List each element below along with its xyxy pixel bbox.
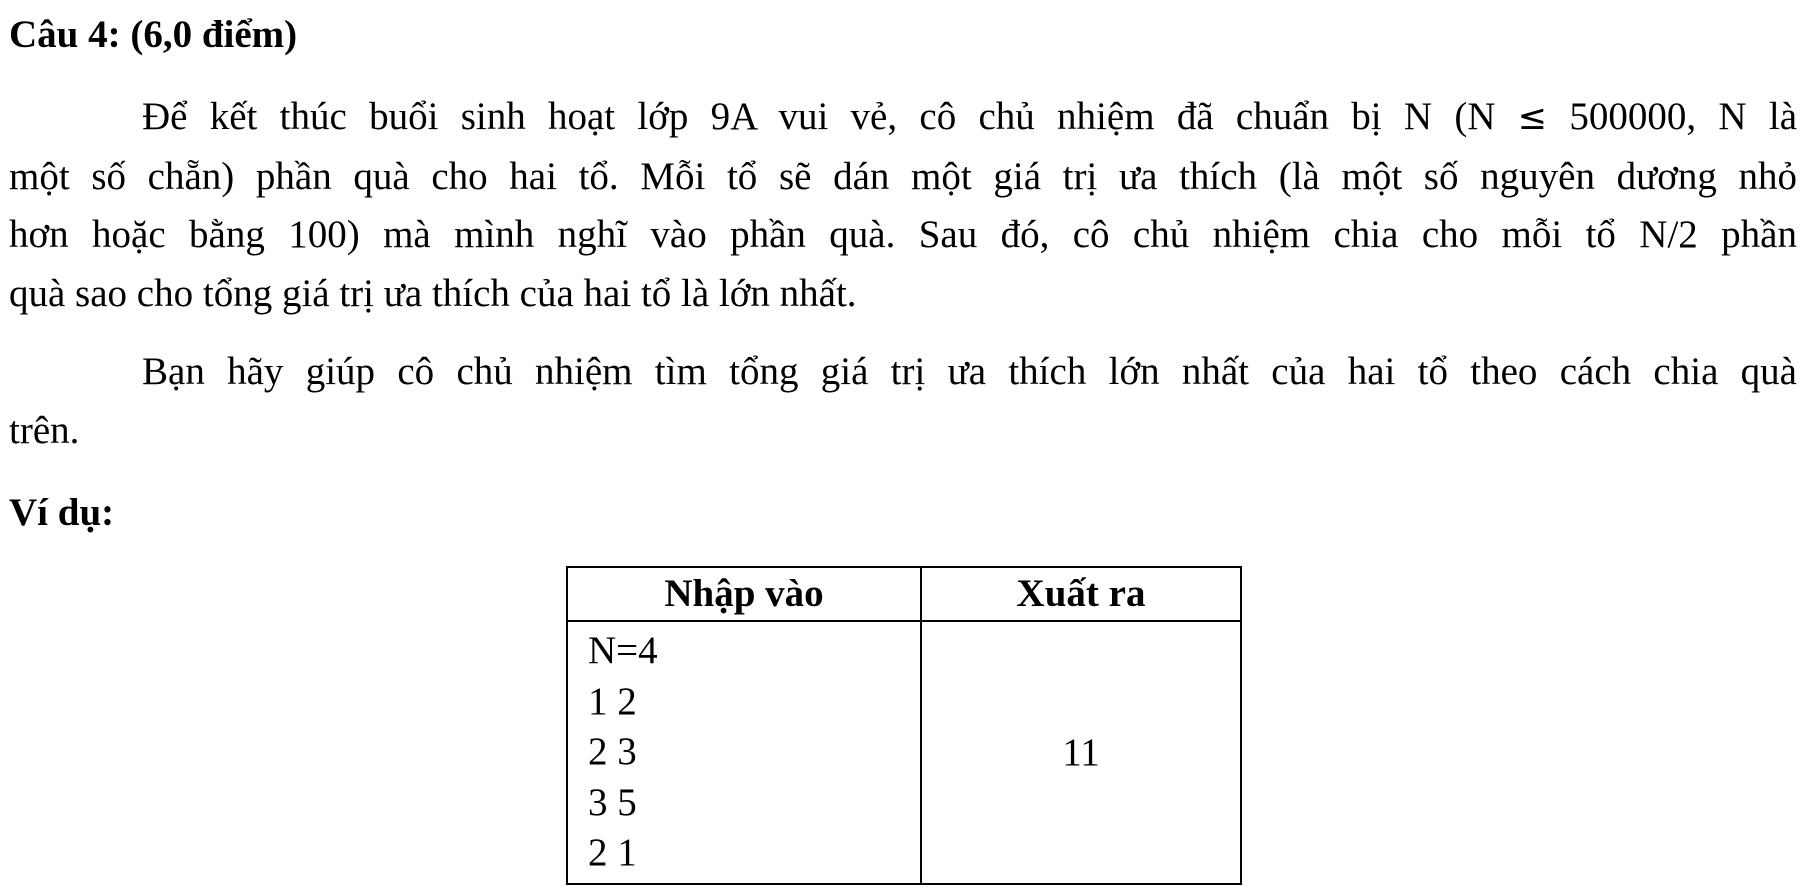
- output-column-header: Xuất ra: [921, 567, 1241, 621]
- input-line: 3 5: [588, 780, 637, 824]
- table-row: [567, 621, 1241, 884]
- problem-paragraph-2: [9, 343, 1797, 460]
- paragraph-1-line-2: một số chẵn) phần quà cho hai tổ. Mỗi tổ sẽ dán một giá trị ưa thích (là một số nguyên dương nhỏ: [9, 154, 1797, 198]
- paragraph-1-line-3: hơn hoặc bằng 100) mà mình nghĩ vào phần quà. Sau đó, cô chủ nhiệm chia cho mỗi tổ N/2 phần: [9, 213, 1797, 256]
- input-line: 2 3: [588, 730, 637, 773]
- less-equal-symbol: ≤: [1517, 98, 1548, 138]
- paragraph-1-line-4: quà sao cho tổng giá trị ưa thích của hai tổ là lớn nhất.: [9, 271, 857, 315]
- input-line: 2 1: [588, 831, 637, 874]
- input-line: 1 2: [588, 679, 637, 723]
- input-column-header: Nhập vào: [567, 567, 921, 621]
- example-table: [566, 566, 1242, 885]
- table-header-row: [567, 567, 1241, 621]
- paragraph-1-line-1-text-a: Để kết thúc buổi sinh hoạt lớp 9A vui vẻ, cô chủ nhiệm đã chuẩn bị N (N: [142, 95, 1518, 138]
- input-line: N=4: [588, 629, 658, 672]
- problem-paragraph-1: [9, 88, 1797, 323]
- paragraph-1-line-1: [9, 88, 1797, 148]
- question-heading: Câu 4: (6,0 điểm): [9, 13, 298, 56]
- paragraph-2-line-2: trên.: [9, 408, 80, 452]
- input-cell: [567, 621, 921, 884]
- output-cell: 11: [921, 621, 1241, 884]
- paragraph-2-line-1: Bạn hãy giúp cô chủ nhiệm tìm tổng giá trị ưa thích lớn nhất của hai tổ theo cách chia quà: [142, 350, 1797, 393]
- example-heading: Ví dụ:: [9, 491, 115, 534]
- paragraph-1-line-1-text-b: 500000, N là: [1547, 95, 1797, 138]
